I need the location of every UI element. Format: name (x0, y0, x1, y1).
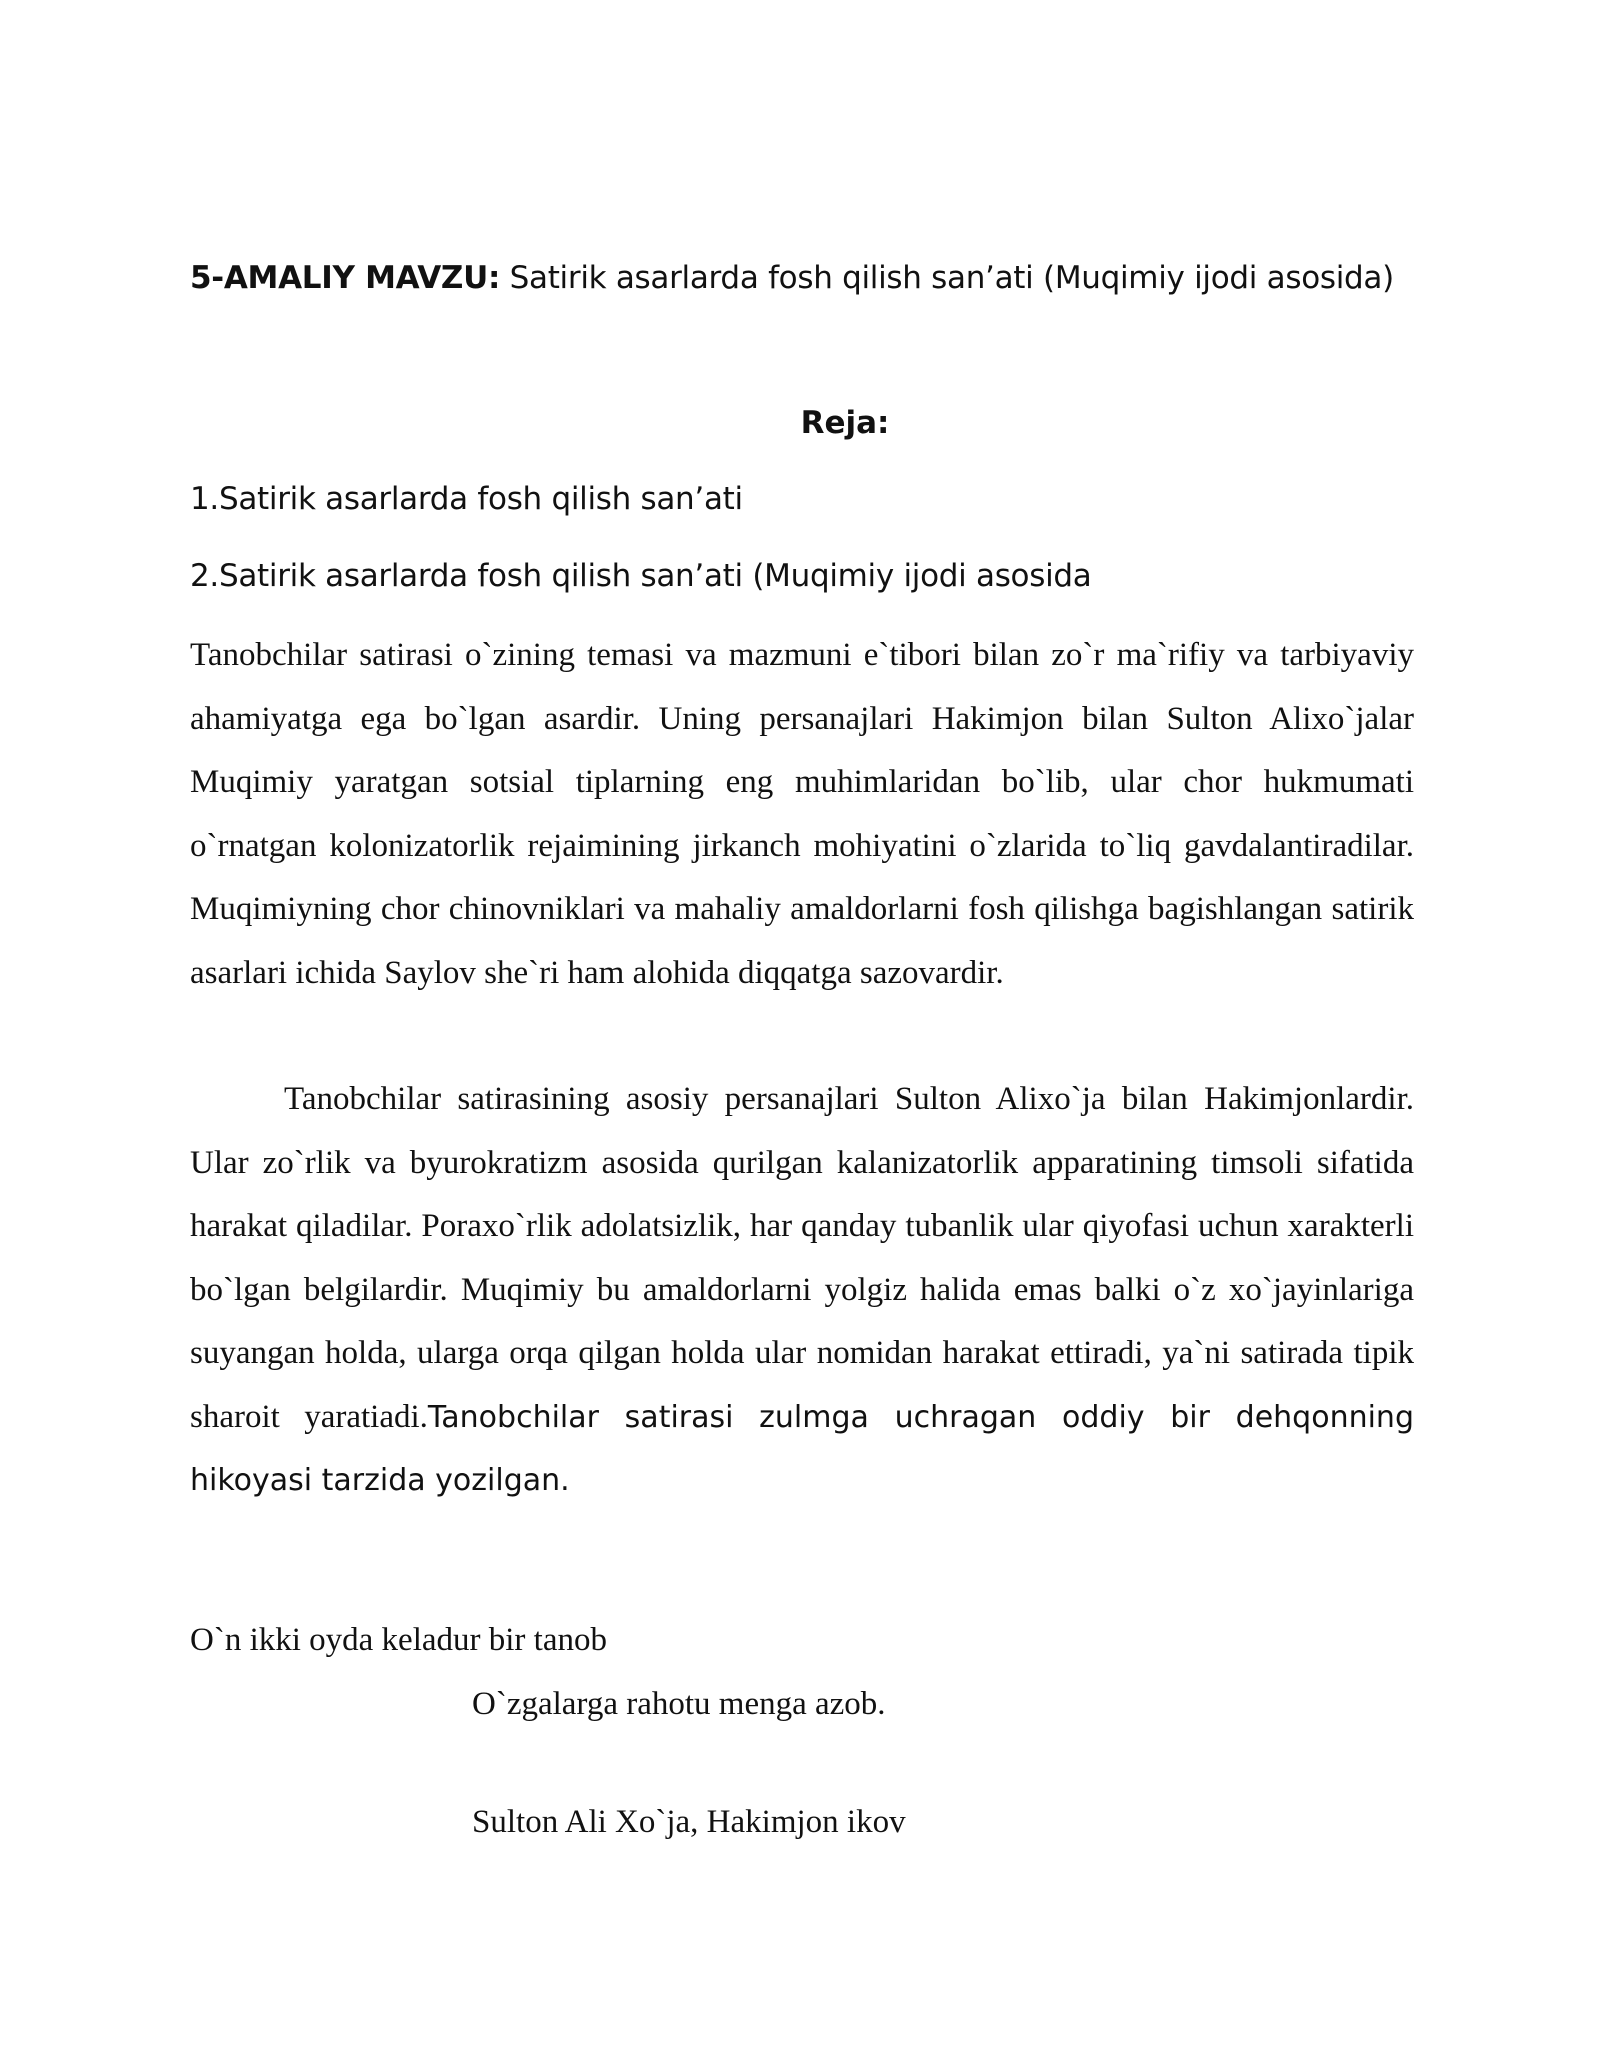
paragraph-2-tail: Tanobchilar satirasi zulmga uchragan oddiy bir dehqonning hikoyasi tarzida yozilgan. (190, 1399, 1414, 1498)
paragraph-2 (190, 1068, 1414, 1513)
plan-item-1: 1.Satirik asarlarda fosh qilish san’ati (190, 481, 743, 517)
paragraph-2-text: Tanobchilar satirasining asosiy persanajlari Sulton Alixo`ja bilan Hakimjonlardir. Ular zo`rlik va byurokratizm asosida qurilgan kalanizatorlik apparatining timsoli sifatida harakat qiladilar. Poraxo`rlik adolatsizlik, har qanday tubanlik ular qiyofasi uchun xarakterli bo`lgan belgilardir. Muqimiy bu amaldorlarni yolgiz halida emas balki o`z xo`jayinlariga suyangan holda, ularga orqa qilgan holda ular nomidan harakat ettiradi, ya`ni satirada tipik sharoit yaratiadi. (190, 1081, 1414, 1435)
plan-heading: Reja: (800, 405, 890, 441)
title-label: 5-AMALIY MAVZU: (190, 260, 501, 296)
plan-item-2: 2.Satirik asarlarda fosh qilish san’ati (Muqimiy ijodi asosida (190, 558, 1092, 594)
poem-line-1: O`n ikki oyda keladur bir tanob (190, 1622, 607, 1658)
paragraph-1: Tanobchilar satirasi o`zining temasi va mazmuni e`tibori bilan zo`r ma`rifiy va tarbiyaviy ahamiyatga ega bo`lgan asardir. Uning persanajlari Hakimjon bilan Sulton Alixo`jalar Muqimiy yaratgan sotsial tiplarning eng muhimlaridan bo`lib, ular chor hukmumati o`rnatgan kolonizatorlik rejaimining jirkanch mohiyatini o`zlarida to`liq gavdalantiradilar. Muqimiyning chor chinovniklari va mahaliy amaldorlarni fosh qilishga bagishlangan satirik asarlari ichida Saylov she`ri ham alohida diqqatga sazovardir. (190, 637, 1414, 991)
poem-line-2: O`zgalarga rahotu menga azob. (472, 1686, 886, 1722)
document-title (190, 258, 1394, 298)
speakers-line: Sulton Ali Xo`ja, Hakimjon ikov (472, 1804, 906, 1840)
title-text: Satirik asarlarda fosh qilish san’ati (Muqimiy ijodi asosida) (500, 260, 1394, 296)
